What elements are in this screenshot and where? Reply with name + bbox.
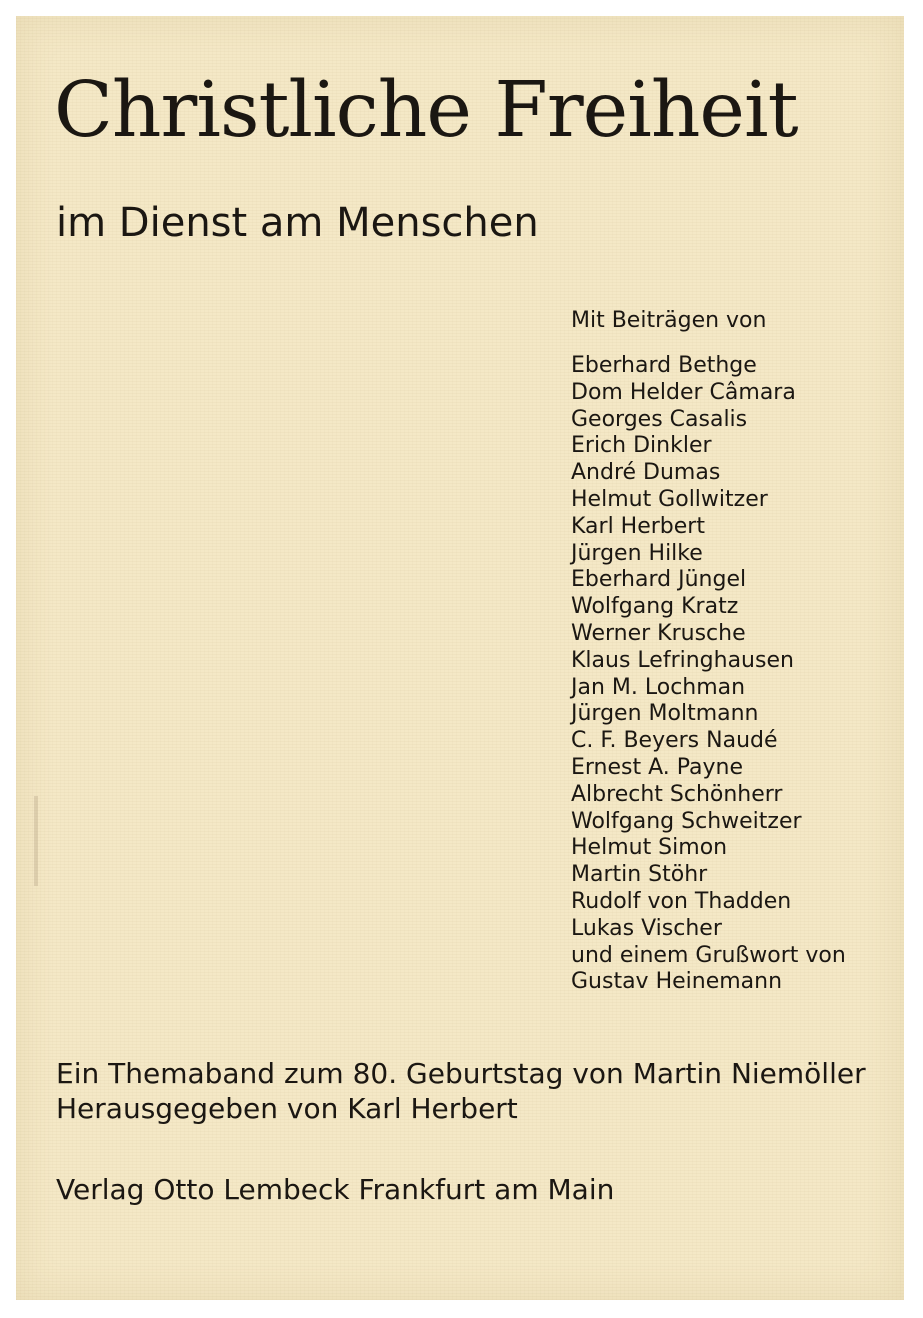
- book-title: Christliche Freiheit: [54, 66, 798, 155]
- contributor-name: Karl Herbert: [571, 513, 705, 539]
- contributor-name: Erich Dinkler: [571, 433, 712, 459]
- contributor-name: Rudolf von Thadden: [571, 888, 792, 914]
- contributor-name: Wolfgang Schweitzer: [571, 808, 802, 834]
- contributor-name: Helmut Gollwitzer: [571, 486, 768, 512]
- contributors-heading: Mit Beiträgen von: [571, 308, 767, 333]
- contributor-name: Klaus Lefringhausen: [571, 647, 794, 673]
- contributor-name: Jürgen Hilke: [571, 540, 703, 566]
- contributor-name: C. F. Beyers Naudé: [571, 728, 778, 754]
- contributor-name: André Dumas: [571, 460, 721, 486]
- contributor-name: Albrecht Schönherr: [571, 781, 783, 807]
- contributor-name: Jan M. Lochman: [571, 674, 746, 700]
- contributor-name: Lukas Vischer: [571, 915, 722, 941]
- occasion-line: Ein Themaband zum 80. Geburtstag von Martin Niemöller: [56, 1057, 866, 1090]
- contributor-name: Martin Stöhr: [571, 862, 708, 888]
- contributor-name: Eberhard Bethge: [571, 353, 757, 378]
- contributor-name: Werner Krusche: [571, 620, 746, 646]
- scan-artifact: [34, 796, 38, 886]
- publisher-line: Verlag Otto Lembeck Frankfurt am Main: [56, 1173, 615, 1206]
- contributor-name: Helmut Simon: [571, 835, 728, 861]
- greeting-author: Gustav Heinemann: [571, 969, 783, 995]
- contributor-name: Wolfgang Kratz: [571, 594, 739, 620]
- book-subtitle: im Dienst am Menschen: [56, 200, 539, 246]
- contributor-name: Georges Casalis: [571, 406, 748, 432]
- contributor-name: Eberhard Jüngel: [571, 567, 747, 593]
- editor-line: Herausgegeben von Karl Herbert: [56, 1092, 518, 1125]
- contributor-name: Dom Helder Câmara: [571, 379, 796, 405]
- greeting-label: und einem Grußwort von: [571, 942, 846, 968]
- footer-block: [56, 1056, 866, 1126]
- contributors-section: [571, 306, 901, 996]
- contributor-name: Jürgen Moltmann: [571, 701, 759, 727]
- contributors-list: [571, 353, 901, 943]
- book-cover: [16, 16, 904, 1300]
- contributor-name: Ernest A. Payne: [571, 754, 744, 780]
